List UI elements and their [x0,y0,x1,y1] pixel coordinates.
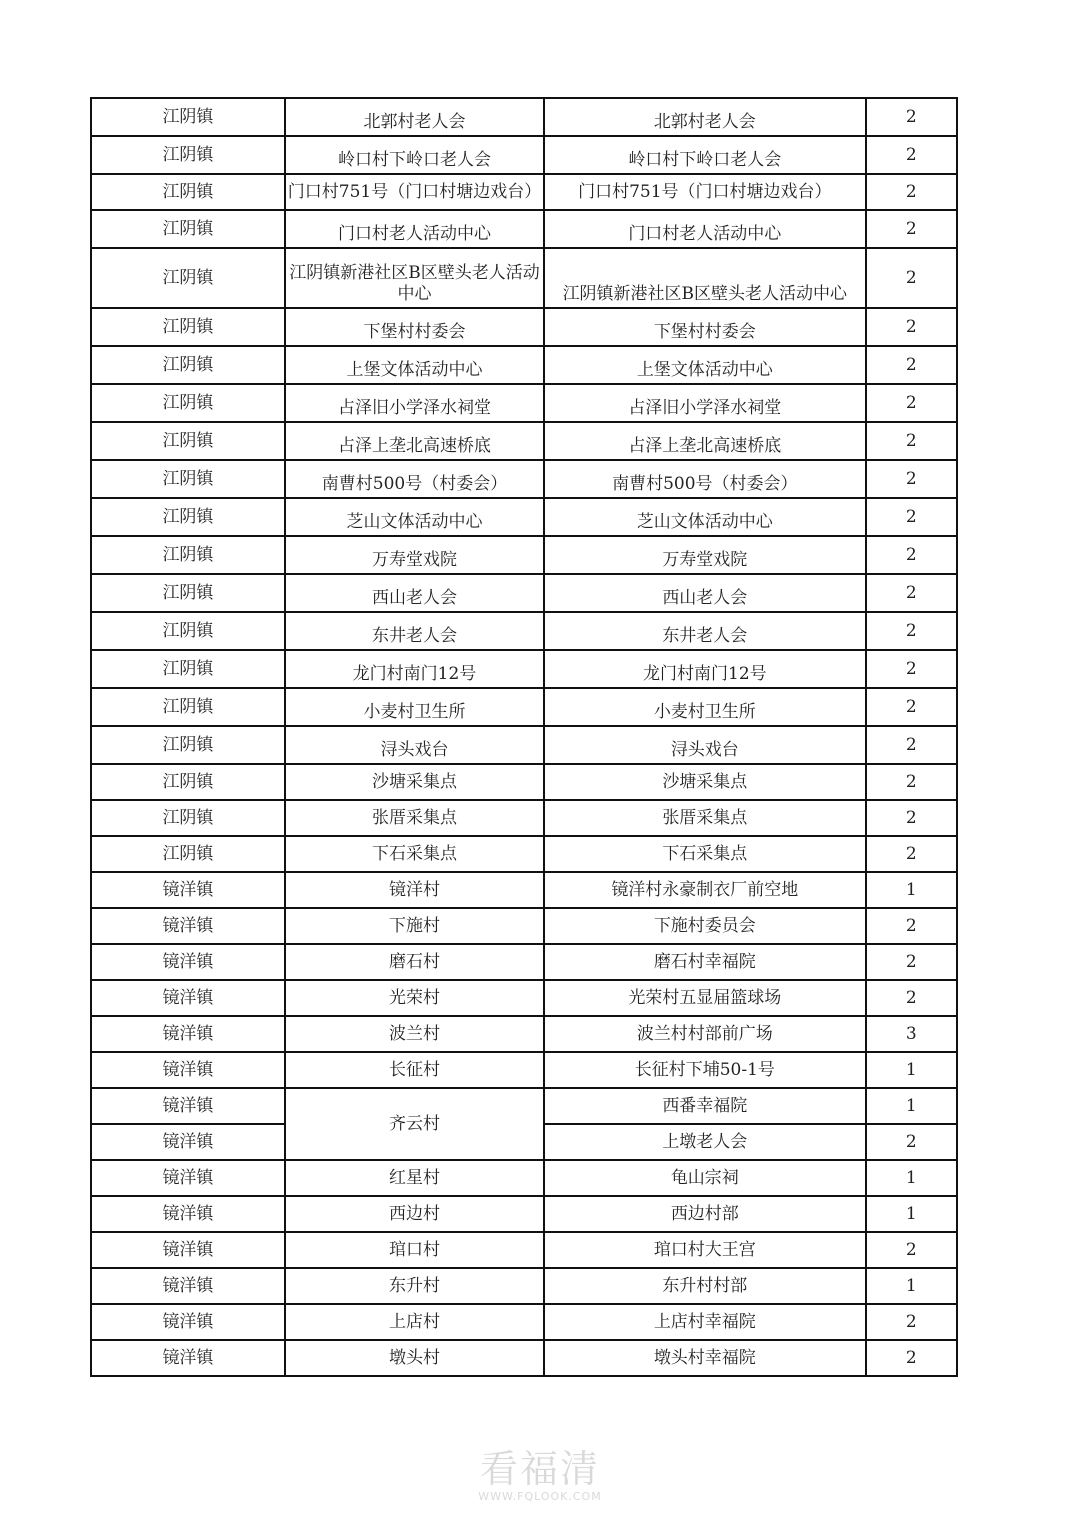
cell-village: 门口村751号（门口村塘边戏台） [285,174,544,210]
table-row [91,1268,957,1304]
table-row [91,346,957,384]
cell-village: 红星村 [285,1160,544,1196]
cell-site: 门口村751号（门口村塘边戏台） [544,174,865,210]
cell-count: 2 [866,98,957,136]
table-row [91,460,957,498]
cell-town: 江阴镇 [91,800,285,836]
cell-village: 下施村 [285,908,544,944]
cell-town: 江阴镇 [91,836,285,872]
cell-town: 江阴镇 [91,726,285,764]
cell-site: 龙门村南门12号 [544,650,865,688]
cell-town: 江阴镇 [91,174,285,210]
table-row [91,1088,957,1124]
cell-village: 小麦村卫生所 [285,688,544,726]
cell-count: 2 [866,836,957,872]
cell-site: 沙塘采集点 [544,764,865,800]
cell-site: 浔头戏台 [544,726,865,764]
table-row [91,800,957,836]
cell-village: 南曹村500号（村委会） [285,460,544,498]
cell-count: 2 [866,308,957,346]
table-row [91,574,957,612]
table-row [91,1340,957,1376]
cell-count: 2 [866,174,957,210]
table-row [91,1232,957,1268]
cell-count: 3 [866,1016,957,1052]
cell-village: 长征村 [285,1052,544,1088]
cell-town: 江阴镇 [91,136,285,174]
cell-town: 镜洋镇 [91,980,285,1016]
cell-count: 2 [866,764,957,800]
table-row [91,422,957,460]
table-row [91,908,957,944]
cell-village: 上堡文体活动中心 [285,346,544,384]
cell-town: 江阴镇 [91,422,285,460]
cell-village: 万寿堂戏院 [285,536,544,574]
cell-site: 占泽旧小学泽水祠堂 [544,384,865,422]
watermark-logo-text: 看福清 [479,1447,600,1491]
cell-site: 下堡村村委会 [544,308,865,346]
cell-count: 1 [866,1088,957,1124]
cell-village: 占泽上垄北高速桥底 [285,422,544,460]
cell-count: 2 [866,136,957,174]
cell-village: 龙门村南门12号 [285,650,544,688]
cell-town: 镜洋镇 [91,1268,285,1304]
cell-site: 下施村委员会 [544,908,865,944]
cell-site: 下石采集点 [544,836,865,872]
cell-site: 张厝采集点 [544,800,865,836]
table-row [91,872,957,908]
cell-site: 龟山宗祠 [544,1160,865,1196]
cell-village: 占泽旧小学泽水祠堂 [285,384,544,422]
cell-town: 镜洋镇 [91,872,285,908]
cell-town: 镜洋镇 [91,1196,285,1232]
cell-site: 江阴镇新港社区B区壁头老人活动中心 [544,248,865,308]
cell-town: 江阴镇 [91,460,285,498]
cell-village: 光荣村 [285,980,544,1016]
cell-site: 小麦村卫生所 [544,688,865,726]
cell-town: 镜洋镇 [91,1016,285,1052]
cell-count: 1 [866,872,957,908]
cell-village: 波兰村 [285,1016,544,1052]
cell-town: 镜洋镇 [91,1052,285,1088]
cell-village: 浔头戏台 [285,726,544,764]
cell-site: 磨石村幸福院 [544,944,865,980]
cell-count: 2 [866,1232,957,1268]
cell-site: 镜洋村永豪制衣厂前空地 [544,872,865,908]
table-row [91,384,957,422]
cell-count: 1 [866,1160,957,1196]
cell-village: 门口村老人活动中心 [285,210,544,248]
cell-village: 岭口村下岭口老人会 [285,136,544,174]
cell-village: 墩头村 [285,1340,544,1376]
cell-town: 江阴镇 [91,248,285,308]
cell-village: 镜洋村 [285,872,544,908]
cell-town: 镜洋镇 [91,1088,285,1124]
table-row [91,536,957,574]
cell-count: 2 [866,1124,957,1160]
table-row [91,1052,957,1088]
cell-village: 江阴镇新港社区B区壁头老人活动中心 [285,248,544,308]
cell-town: 江阴镇 [91,210,285,248]
cell-village: 北郭村老人会 [285,98,544,136]
cell-site: 上店村幸福院 [544,1304,865,1340]
cell-count: 2 [866,944,957,980]
watermark [470,1448,610,1504]
table-row [91,612,957,650]
cell-site: 琯口村大王宫 [544,1232,865,1268]
cell-count: 2 [866,536,957,574]
cell-town: 江阴镇 [91,498,285,536]
cell-site: 西边村部 [544,1196,865,1232]
table-row [91,498,957,536]
cell-count: 2 [866,908,957,944]
table-row [91,248,957,308]
watermark-url: WWW.FQLOOK.COM [478,1490,602,1503]
cell-town: 镜洋镇 [91,1160,285,1196]
cell-site: 西山老人会 [544,574,865,612]
cell-town: 江阴镇 [91,764,285,800]
table-row [91,1196,957,1232]
cell-town: 江阴镇 [91,688,285,726]
cell-site: 北郭村老人会 [544,98,865,136]
cell-village: 磨石村 [285,944,544,980]
table-row [91,1016,957,1052]
cell-count: 1 [866,1052,957,1088]
table-row [91,1304,957,1340]
cell-village: 齐云村 [285,1088,544,1160]
table-row [91,98,957,136]
cell-village: 下堡村村委会 [285,308,544,346]
sampling-site-table [90,97,958,1377]
table-row [91,944,957,980]
cell-village: 东升村 [285,1268,544,1304]
cell-site: 上墩老人会 [544,1124,865,1160]
cell-site: 占泽上垄北高速桥底 [544,422,865,460]
table-row [91,764,957,800]
cell-village: 芝山文体活动中心 [285,498,544,536]
table-row [91,308,957,346]
cell-town: 江阴镇 [91,612,285,650]
cell-village: 西山老人会 [285,574,544,612]
cell-site: 波兰村村部前广场 [544,1016,865,1052]
table-row [91,980,957,1016]
cell-town: 镜洋镇 [91,944,285,980]
cell-village: 沙塘采集点 [285,764,544,800]
cell-count: 2 [866,650,957,688]
cell-count: 2 [866,248,957,308]
cell-town: 镜洋镇 [91,1232,285,1268]
cell-site: 墩头村幸福院 [544,1340,865,1376]
cell-count: 2 [866,1340,957,1376]
cell-count: 2 [866,422,957,460]
table-row [91,210,957,248]
table-row [91,174,957,210]
cell-count: 2 [866,612,957,650]
cell-town: 江阴镇 [91,98,285,136]
cell-town: 江阴镇 [91,346,285,384]
cell-site: 东井老人会 [544,612,865,650]
cell-town: 镜洋镇 [91,1124,285,1160]
cell-village: 张厝采集点 [285,800,544,836]
cell-town: 江阴镇 [91,384,285,422]
cell-site: 东升村村部 [544,1268,865,1304]
cell-count: 2 [866,800,957,836]
cell-town: 江阴镇 [91,308,285,346]
cell-town: 镜洋镇 [91,1340,285,1376]
cell-site: 长征村下埔50-1号 [544,1052,865,1088]
cell-count: 2 [866,498,957,536]
cell-village: 西边村 [285,1196,544,1232]
cell-count: 1 [866,1268,957,1304]
cell-count: 1 [866,1196,957,1232]
cell-site: 光荣村五显届篮球场 [544,980,865,1016]
cell-town: 江阴镇 [91,650,285,688]
cell-site: 岭口村下岭口老人会 [544,136,865,174]
table-row [91,836,957,872]
cell-site: 门口村老人活动中心 [544,210,865,248]
cell-count: 2 [866,346,957,384]
cell-town: 江阴镇 [91,536,285,574]
cell-site: 上堡文体活动中心 [544,346,865,384]
cell-village: 上店村 [285,1304,544,1340]
cell-village: 东井老人会 [285,612,544,650]
table-row [91,688,957,726]
cell-count: 2 [866,1304,957,1340]
cell-site: 芝山文体活动中心 [544,498,865,536]
cell-count: 2 [866,574,957,612]
cell-site: 西番幸福院 [544,1088,865,1124]
cell-site: 南曹村500号（村委会） [544,460,865,498]
cell-count: 2 [866,688,957,726]
cell-site: 万寿堂戏院 [544,536,865,574]
cell-town: 镜洋镇 [91,908,285,944]
cell-count: 2 [866,384,957,422]
cell-count: 2 [866,210,957,248]
cell-village: 琯口村 [285,1232,544,1268]
cell-count: 2 [866,980,957,1016]
table-row [91,650,957,688]
table-row [91,136,957,174]
cell-town: 镜洋镇 [91,1304,285,1340]
table-row [91,1160,957,1196]
cell-village: 下石采集点 [285,836,544,872]
table-row [91,726,957,764]
cell-count: 2 [866,726,957,764]
cell-count: 2 [866,460,957,498]
table-body [91,98,957,1376]
cell-town: 江阴镇 [91,574,285,612]
